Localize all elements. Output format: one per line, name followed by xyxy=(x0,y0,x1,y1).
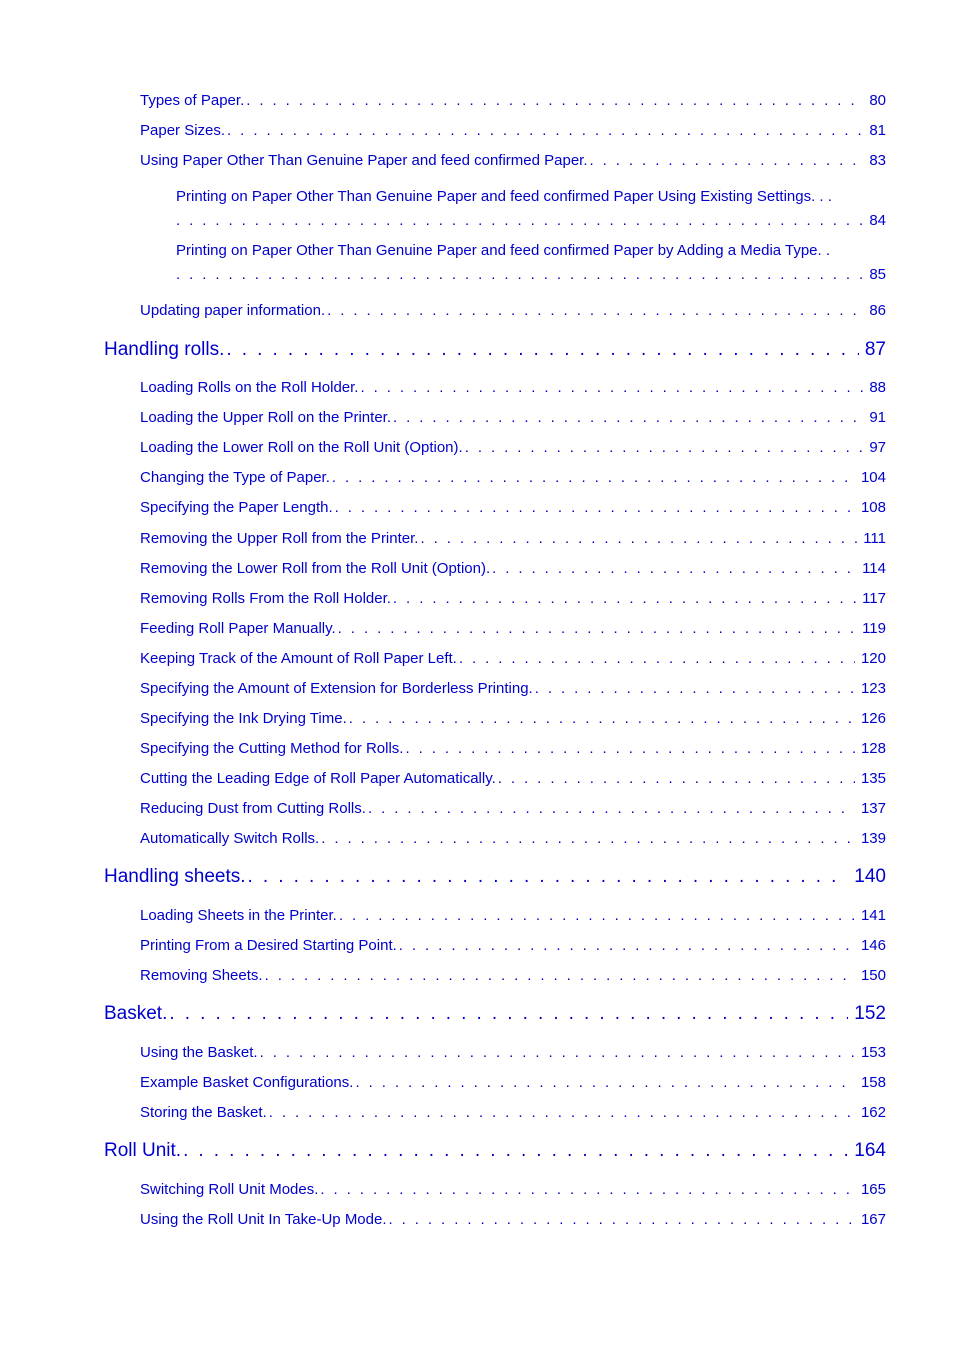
toc-entry-title: Specifying the Cutting Method for Rolls. xyxy=(140,740,404,757)
toc-entry-existing-settings-leader[interactable] xyxy=(176,210,886,232)
toc-entry-title: Feeding Roll Paper Manually. xyxy=(140,620,336,637)
dot-leader xyxy=(360,377,863,399)
dot-leader xyxy=(338,618,856,640)
toc-entry-removing-sheets[interactable] xyxy=(140,965,886,987)
dot-leader xyxy=(260,1042,855,1064)
dot-leader xyxy=(405,738,855,760)
dot-leader xyxy=(389,1209,855,1231)
toc-page-number: 165 xyxy=(860,1181,886,1198)
toc-page-number: 117 xyxy=(862,590,886,607)
dot-leader xyxy=(248,864,849,890)
toc-entry-cutting-leading-edge[interactable] xyxy=(140,768,886,790)
dot-leader xyxy=(246,90,863,112)
toc-entry-title: Switching Roll Unit Modes. xyxy=(140,1181,319,1198)
toc-entry-ink-drying-time[interactable] xyxy=(140,708,886,730)
toc-page-number: 126 xyxy=(860,710,886,727)
dot-leader xyxy=(355,1072,855,1094)
toc-page-number: 137 xyxy=(860,800,886,817)
toc-section-title: Handling sheets. xyxy=(104,866,246,887)
dot-leader xyxy=(332,467,855,489)
dot-leader xyxy=(459,648,855,670)
toc-entry-title: Specifying the Paper Length. xyxy=(140,499,333,516)
toc-page-number: 88 xyxy=(869,379,886,396)
toc-entry-loading-lower-roll[interactable] xyxy=(140,437,886,459)
toc-entry-take-up-mode[interactable] xyxy=(140,1209,886,1231)
toc-entry-loading-upper-roll[interactable] xyxy=(140,407,886,429)
dot-leader xyxy=(590,150,864,172)
toc-entry-desired-starting-point[interactable] xyxy=(140,935,886,957)
dot-leader xyxy=(269,1102,855,1124)
toc-page-number: 83 xyxy=(869,152,886,169)
toc-page-number: 97 xyxy=(869,439,886,456)
toc-entry-title: Removing the Upper Roll from the Printer. xyxy=(140,530,419,547)
dot-leader xyxy=(335,497,855,519)
toc-page-number: 167 xyxy=(860,1211,886,1228)
toc-entry-reducing-dust[interactable] xyxy=(140,798,886,820)
toc-page-number: 152 xyxy=(854,1003,886,1024)
toc-page-number: 164 xyxy=(854,1140,886,1161)
dot-leader xyxy=(339,905,855,927)
toc-page-number: 128 xyxy=(860,740,886,757)
dot-leader xyxy=(393,588,856,610)
toc-entry-loading-rolls-holder[interactable] xyxy=(140,377,886,399)
dot-leader xyxy=(265,965,855,987)
toc-entry-title: Removing the Lower Roll from the Roll Unit (Option). xyxy=(140,560,491,577)
toc-entry-storing-basket[interactable] xyxy=(140,1102,886,1124)
toc-page-number: 140 xyxy=(854,866,886,887)
toc-page-number: 119 xyxy=(862,620,886,637)
dot-leader xyxy=(399,935,855,957)
toc-section-handling-sheets[interactable] xyxy=(104,864,886,890)
toc-entry-removing-lower-roll[interactable] xyxy=(140,558,886,580)
toc-entry-title: Updating paper information. xyxy=(140,302,326,319)
toc-entry-removing-rolls-holder[interactable] xyxy=(140,588,886,610)
toc-entry-adding-media-type-leader[interactable] xyxy=(176,264,886,286)
toc-entry-adding-media-type-title[interactable]: Printing on Paper Other Than Genuine Paper and feed confirmed Paper by Adding a Media Type. . xyxy=(176,242,831,259)
toc-entry-title: Loading Rolls on the Roll Holder. xyxy=(140,379,359,396)
dot-leader xyxy=(465,437,864,459)
toc-section-handling-rolls[interactable] xyxy=(104,337,886,363)
toc-page-number: 91 xyxy=(869,409,886,426)
toc-entry-loading-sheets[interactable] xyxy=(140,905,886,927)
toc-entry-paper-sizes[interactable] xyxy=(140,120,886,142)
toc-page-number: 139 xyxy=(860,830,886,847)
dot-leader xyxy=(176,210,863,232)
toc-page-number: 111 xyxy=(863,530,886,547)
toc-entry-title: Using Paper Other Than Genuine Paper and feed confirmed Paper. xyxy=(140,152,588,169)
toc-entry-paper-length[interactable] xyxy=(140,497,886,519)
toc-page-number: 150 xyxy=(860,967,886,984)
toc-entry-removing-upper-roll[interactable] xyxy=(140,528,886,550)
toc-page-number: 80 xyxy=(869,92,886,109)
toc-entry-feeding-roll-manually[interactable] xyxy=(140,618,886,640)
toc-entry-title: Loading the Upper Roll on the Printer. xyxy=(140,409,391,426)
toc-page-number: 123 xyxy=(860,680,886,697)
dot-leader xyxy=(320,1179,855,1201)
toc-page-number: 104 xyxy=(860,469,886,486)
toc-entry-types-of-paper[interactable] xyxy=(140,90,886,112)
toc-entry-cutting-method[interactable] xyxy=(140,738,886,760)
toc-entry-title: Automatically Switch Rolls. xyxy=(140,830,320,847)
toc-entry-title: Using the Basket. xyxy=(140,1044,258,1061)
dot-leader xyxy=(227,120,863,142)
toc-page-number: 84 xyxy=(869,212,886,229)
toc-entry-title: Example Basket Configurations. xyxy=(140,1074,354,1091)
toc-page-number: 86 xyxy=(869,302,886,319)
dot-leader xyxy=(368,798,855,820)
dot-leader xyxy=(183,1138,848,1164)
toc-section-basket[interactable] xyxy=(104,1001,886,1027)
toc-entry-title: Printing From a Desired Starting Point. xyxy=(140,937,397,954)
toc-entry-title: Reducing Dust from Cutting Rolls. xyxy=(140,800,366,817)
toc-section-roll-unit[interactable] xyxy=(104,1138,886,1164)
toc-entry-basket-configurations[interactable] xyxy=(140,1072,886,1094)
toc-entry-title: Using the Roll Unit In Take-Up Mode. xyxy=(140,1211,387,1228)
toc-entry-title: Changing the Type of Paper. xyxy=(140,469,330,486)
toc-page-number: 135 xyxy=(860,770,886,787)
toc-entry-title: Types of Paper. xyxy=(140,92,245,109)
toc-entry-changing-paper-type[interactable] xyxy=(140,467,886,489)
toc-entry-title: Specifying the Ink Drying Time. xyxy=(140,710,347,727)
toc-entry-borderless-extension[interactable] xyxy=(140,678,886,700)
toc-page-number: 81 xyxy=(869,122,886,139)
toc-section-title: Handling rolls. xyxy=(104,339,225,360)
toc-entry-title: Loading Sheets in the Printer. xyxy=(140,907,337,924)
toc-entry-title: Cutting the Leading Edge of Roll Paper Automatically. xyxy=(140,770,496,787)
toc-section-title: Roll Unit. xyxy=(104,1140,182,1161)
toc-page-number: 153 xyxy=(860,1044,886,1061)
dot-leader xyxy=(349,708,855,730)
toc-section-title: Basket. xyxy=(104,1003,168,1024)
toc-page-number: 141 xyxy=(860,907,886,924)
dot-leader xyxy=(535,678,855,700)
toc-entry-title: Specifying the Amount of Extension for Borderless Printing. xyxy=(140,680,533,697)
toc-entry-other-paper[interactable] xyxy=(140,150,886,172)
dot-leader xyxy=(169,1001,848,1027)
toc-entry-updating-paper-info[interactable] xyxy=(140,300,886,322)
dot-leader xyxy=(327,300,863,322)
toc-page-number: 108 xyxy=(860,499,886,516)
toc-page-number: 120 xyxy=(860,650,886,667)
dot-leader xyxy=(176,264,863,286)
toc-entry-title: Removing Sheets. xyxy=(140,967,263,984)
toc-page-number: 158 xyxy=(860,1074,886,1091)
toc-entry-existing-settings-title[interactable]: Printing on Paper Other Than Genuine Paper and feed confirmed Paper Using Existing Settings. . . xyxy=(176,188,832,205)
toc-page-number: 87 xyxy=(864,339,886,360)
toc-entry-switching-roll-unit-modes[interactable] xyxy=(140,1179,886,1201)
toc-entry-roll-paper-left[interactable] xyxy=(140,648,886,670)
toc-page-number: 162 xyxy=(860,1104,886,1121)
dot-leader xyxy=(492,558,856,580)
dot-leader xyxy=(498,768,855,790)
dot-leader xyxy=(321,828,855,850)
toc-entry-using-basket[interactable] xyxy=(140,1042,886,1064)
toc-page-number: 114 xyxy=(862,560,886,577)
toc-entry-title: Storing the Basket. xyxy=(140,1104,267,1121)
dot-leader xyxy=(393,407,863,429)
toc-entry-title: Removing Rolls From the Roll Holder. xyxy=(140,590,391,607)
toc-entry-title: Paper Sizes. xyxy=(140,122,226,139)
dot-leader xyxy=(226,337,858,363)
toc-page-number: 146 xyxy=(860,937,886,954)
toc-page-number: 85 xyxy=(869,266,886,283)
dot-leader xyxy=(420,528,857,550)
toc-entry-title: Loading the Lower Roll on the Roll Unit (Option). xyxy=(140,439,463,456)
toc-entry-title: Keeping Track of the Amount of Roll Paper Left. xyxy=(140,650,457,667)
toc-entry-auto-switch-rolls[interactable] xyxy=(140,828,886,850)
